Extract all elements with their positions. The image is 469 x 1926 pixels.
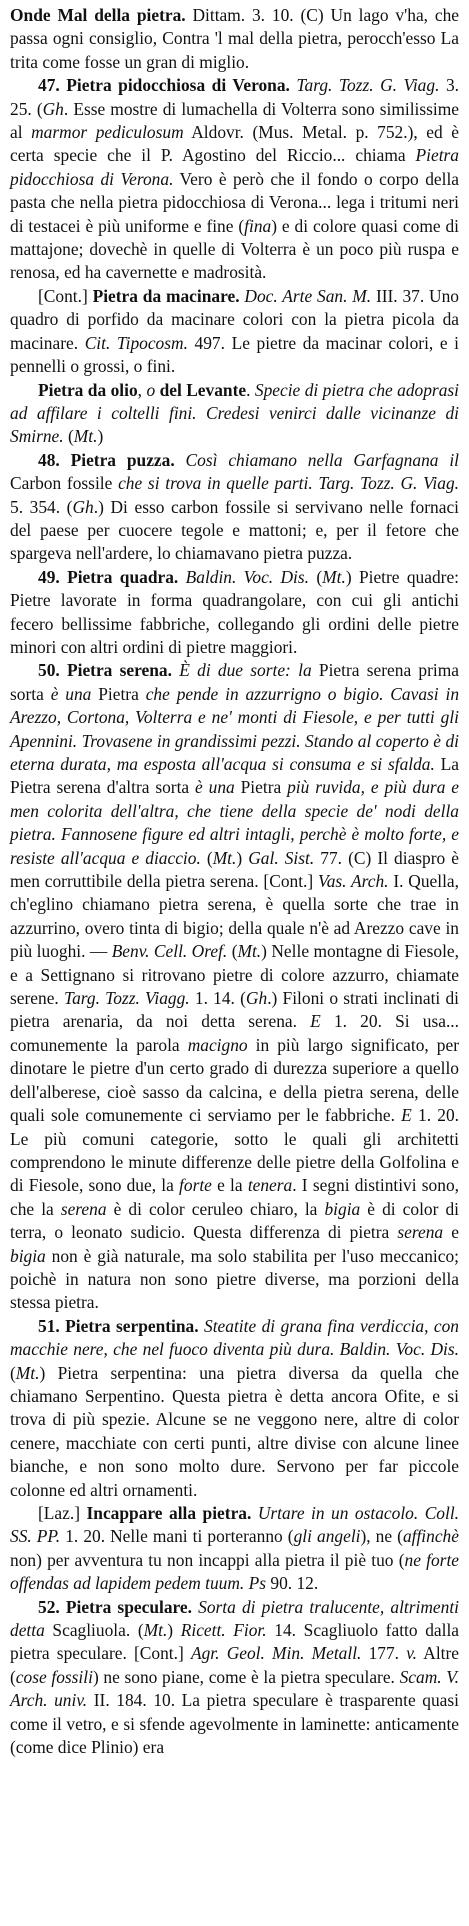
italic-text: Steatite di grana fina verdiccia, con macchie nere, che nel fuoco diventa più dura. Baldin. Voc. Dis. <box>10 1315 459 1360</box>
entry-paragraph <box>10 659 459 1314</box>
body-text: ) ne sono piane, come è la pietra speculare. <box>92 1666 400 1687</box>
body-text: 3. 25. ( <box>10 75 460 119</box>
body-text: ), ne ( <box>360 1526 403 1547</box>
italic-text: serena <box>397 1222 444 1243</box>
italic-text: Vas. Arch. <box>318 871 389 892</box>
body-text: ( <box>227 941 238 962</box>
entry-paragraph <box>10 379 459 449</box>
italic-text: fina <box>244 215 272 236</box>
body-text: La Pietra serena d'altra sorta <box>10 754 459 798</box>
italic-text: serena <box>60 1198 107 1219</box>
body-text: ) <box>236 847 249 868</box>
body-text: 1. 20. Le più comuni categorie, sotto le quali gli architetti comprendono le minute differenze delle pietre della Golfolina e di Fiesole, sono due, la <box>10 1105 460 1196</box>
body-text: Vero è però che il fondo o corpo della pasta che nella pietra pidocchiosa di Verona... lega i tritumi neri di testacei è più uniforme e fine ( <box>10 168 459 236</box>
body-text: Aldovr. (Mus. Metal. p. 752.), ed è certa specie che il P. Agostino del Riccio... chiama <box>10 122 460 166</box>
italic-text: cose fossili <box>15 1666 93 1687</box>
entry-headword: del Levante <box>159 379 247 400</box>
italic-text: Mt. <box>322 566 346 587</box>
body-text: .) Filoni o strati inclinati di pietra arenaria, da noi detta serena. <box>10 988 460 1032</box>
italic-text: Benv. Cell. Oref. <box>111 941 228 962</box>
italic-text: Baldin. Voc. Dis. <box>178 566 309 587</box>
italic-text: Agr. Geol. Min. Metall. <box>190 1643 362 1664</box>
body-text: ) e di colore quasi come di mattajone; dovechè in quelle di Volterra è un poco più ruspa e renosa, ed ha cavernette e madrosità. <box>10 215 459 283</box>
body-text: ( <box>200 847 213 868</box>
italic-text: Così chiamano nella Garfagnana il <box>174 449 459 470</box>
italic-text: bigia <box>324 1198 361 1219</box>
body-text: e <box>443 1222 459 1243</box>
body-text: ) <box>97 426 104 447</box>
body-text: 5. 354. ( <box>10 496 73 517</box>
body-text: in più largo significato, per dinotare le pietre d'un certo grado di durezza superiore a quello dell'alberese, cioè sasso da calcina, e della pietra serena, delle quali sole comunemente ci serviamo per le fabbriche. <box>10 1034 459 1126</box>
italic-text: Doc. Arte San. M. <box>239 285 372 306</box>
entry-headword: 51. Pietra serpentina. <box>38 1315 199 1336</box>
italic-text: ne forte offendas ad lapidem pedem tuum. <box>10 1549 459 1594</box>
body-text: 77. (C) Il diaspro è men corruttibile della pietra serena. [Cont.] <box>10 847 460 892</box>
italic-text: Mt. <box>143 1620 168 1641</box>
italic-text: Ps <box>248 1573 267 1594</box>
body-text: III. 37. Uno quadro di porfido da macinare colori con la pietra picola da macinare. <box>10 285 460 353</box>
italic-text: più ruvida, e più dura e men colorita dell'altra, che tiene della specie de' nodi della pietra. Fannosene figure ed altri intagli, perchè è molto forte, e resiste all'acqua e diaccio. <box>10 777 460 868</box>
entry-headword: 50. Pietra serena. <box>38 660 172 681</box>
italic-text: affinchè <box>402 1526 459 1547</box>
italic-text: E <box>401 1105 412 1126</box>
body-text: [Laz.] <box>38 1503 87 1523</box>
entry-paragraph <box>10 566 459 660</box>
body-text: , <box>137 379 147 400</box>
italic-text: Targ. Tozz. G. Viag. <box>289 75 440 96</box>
body-text: 1. 20. Si usa... comunemente la parola <box>10 1011 459 1055</box>
italic-text: Targ. Tozz. Viagg. <box>64 988 190 1009</box>
italic-text: tenera <box>247 1175 293 1196</box>
body-text: Dittam. 3. 10. (C) Un lago v'ha, che passa ogni consiglio, Contra 'l mal della pietra, perocch'esso La trita come fosse un gran di miglio. <box>10 5 459 72</box>
entry-paragraph <box>10 4 459 74</box>
italic-text: Mt. <box>212 847 237 868</box>
italic-text: macigno <box>187 1034 248 1055</box>
entry-paragraph <box>10 449 459 566</box>
entry-paragraph <box>10 1315 459 1502</box>
italic-text: gli angeli <box>293 1526 361 1547</box>
body-text: 1. 20. Nelle mani ti porteranno ( <box>60 1526 294 1547</box>
body-text: Pietra <box>91 683 146 704</box>
italic-text: Gh <box>72 496 94 517</box>
italic-text: Cit. Tipocosm. <box>84 332 188 353</box>
body-text: . <box>246 379 255 400</box>
italic-text: che si trova in quelle parti. Targ. Tozz. G. Viag. <box>118 473 459 494</box>
italic-text: È di due sorte: la <box>171 660 312 681</box>
entry-headword: 52. Pietra speculare. <box>38 1596 192 1617</box>
entry-headword: 47. Pietra pidocchiosa di Verona. <box>38 75 290 96</box>
body-text: 497. Le pietre da macinar colori, e i pennelli o grossi, o fini. <box>10 332 460 377</box>
body-text: è di color ceruleo chiaro, la <box>106 1198 325 1219</box>
italic-text: che pende in azzurrigno o bigio. Cavasi in Arezzo, Cortona, Volterra e ne' monti di Fiesole, e per tutti gli Apennini. Trovasene in grandissimi pezzi. Stando al coperto è di eterna durata, ma esposta all'acqua si consuma e si sfalda. <box>10 683 460 774</box>
italic-text: Mt. <box>73 426 98 447</box>
body-text: . I segni distintivi sono, che la <box>10 1175 459 1219</box>
body-text: ) Nelle montagne di Fiesole, e a Settignano si ritrovano pietre di colore azzurro, chiamate serene. <box>10 941 459 1009</box>
italic-text: Gh <box>245 988 268 1009</box>
body-text: non è già naturale, ma solo stabilita per l'uso meccanico; poichè in natura non sono pietre diverse, ma porzioni della stessa pietra. <box>10 1245 459 1313</box>
italic-text: o <box>146 379 156 400</box>
body-text: ) Pietra serpentina: una pietra diversa da quella che chiamano Serpentino. Questa pietra è detta ancora Ofite, e si trova di più spezie. Alcune se ne veggono nere, altre di color cenere, macchiate con certi punti, altre divise con alcune linee bianche, e non sono molto dure. Servono per far piccole colonne ed altri ornamenti. <box>10 1362 459 1500</box>
body-text: ( <box>10 1362 16 1383</box>
entry-headword: Pietra da olio <box>38 379 138 400</box>
body-text: . Esse mostre di lumachella di Volterra sono similissime al <box>10 98 459 143</box>
body-text: è di color di terra, o leonato sudicio. Questa differenza di pietra <box>10 1198 459 1243</box>
body-text: 1. 14. ( <box>189 988 246 1009</box>
body-text: Pietra serena prima sorta <box>10 660 459 704</box>
body-text: II. 184. 10. La pietra speculare è trasparente quasi come il vetro, e si sfende agevolmente in laminette: anticamente (come dice Plinio) era <box>10 1690 459 1758</box>
body-text: .) Di esso carbon fossile si servivano nelle fornaci del paese per cuocere tegole e mattoni; e, per il fetore che spargeva nell'ardere, lo chiamavano pietra puzza. <box>10 496 460 564</box>
entry-paragraph <box>10 285 459 379</box>
body-text: Scagliuola. ( <box>44 1620 144 1641</box>
body-text: Pietra <box>234 777 288 798</box>
italic-text: è una <box>195 777 235 798</box>
entry-paragraph <box>10 74 459 285</box>
body-text: ( <box>309 566 323 587</box>
italic-text: E <box>310 1011 321 1032</box>
italic-text: Specie di pietra che adoprasi ad affilare i coltelli fini. Credesi venirci dalle vicinanze di Smirne. <box>10 379 459 447</box>
entry-headword: Onde Mal della pietra. <box>10 5 186 25</box>
italic-text: Gh <box>42 98 64 119</box>
entry-headword: 49. Pietra quadra. <box>38 566 179 587</box>
italic-text: marmor pediculosum <box>31 122 184 143</box>
italic-text: v. <box>406 1643 418 1664</box>
italic-text: Pietra pidocchiosa di Verona. <box>10 145 459 189</box>
body-text: 90. 12. <box>266 1573 319 1594</box>
italic-text: Scam. V. Arch. univ. <box>10 1666 460 1711</box>
body-text: non) per avventura tu non incappi alla pietra il piè tuo ( <box>10 1549 405 1570</box>
body-text: ) Pietre quadre: Pietre lavorate in forma quadrangolare, con cui gli antichi fecero bellissime fabbriche, collegando gli ordini delle pietre minori con altri ordini di pietre maggiori. <box>10 566 459 657</box>
entry-headword: Incappare alla pietra. <box>86 1503 252 1523</box>
entry-paragraph <box>10 1502 459 1596</box>
body-text: [Cont.] <box>38 285 93 306</box>
italic-text: forte <box>179 1175 212 1196</box>
body-text: I. Quella, ch'eglino chiamano pietra serena, è quella sorte che trae in azzurrino, overo tinta di bigio; della quale n'è ad Arezzo cave in più luoghi. — <box>10 871 459 962</box>
italic-text: Mt. <box>15 1362 40 1383</box>
entry-paragraph <box>10 1596 459 1760</box>
entry-headword: Pietra da macinare. <box>92 285 240 306</box>
italic-text: bigia <box>10 1245 46 1266</box>
italic-text: è una <box>50 683 92 704</box>
body-text: 14. Scagliuolo fatto dalla pietra speculare. [Cont.] <box>10 1620 459 1664</box>
body-text: 177. <box>361 1643 407 1664</box>
italic-text: Mt. <box>237 941 262 962</box>
italic-text: Sorta di pietra tralucente, altrimenti detta <box>10 1596 459 1641</box>
italic-text: Ricett. Fior. <box>180 1620 267 1641</box>
body-text: ( <box>63 426 74 447</box>
body-text: ) <box>167 1620 181 1641</box>
italic-text: Gal. Sist. <box>248 847 315 868</box>
body-text: Altre ( <box>10 1643 459 1687</box>
body-text: Carbon fossile <box>10 473 119 494</box>
body-text: e la <box>211 1175 248 1196</box>
entry-headword: 48. Pietra puzza. <box>38 449 175 470</box>
italic-text: Urtare in un ostacolo. Coll. SS. PP. <box>10 1503 460 1547</box>
